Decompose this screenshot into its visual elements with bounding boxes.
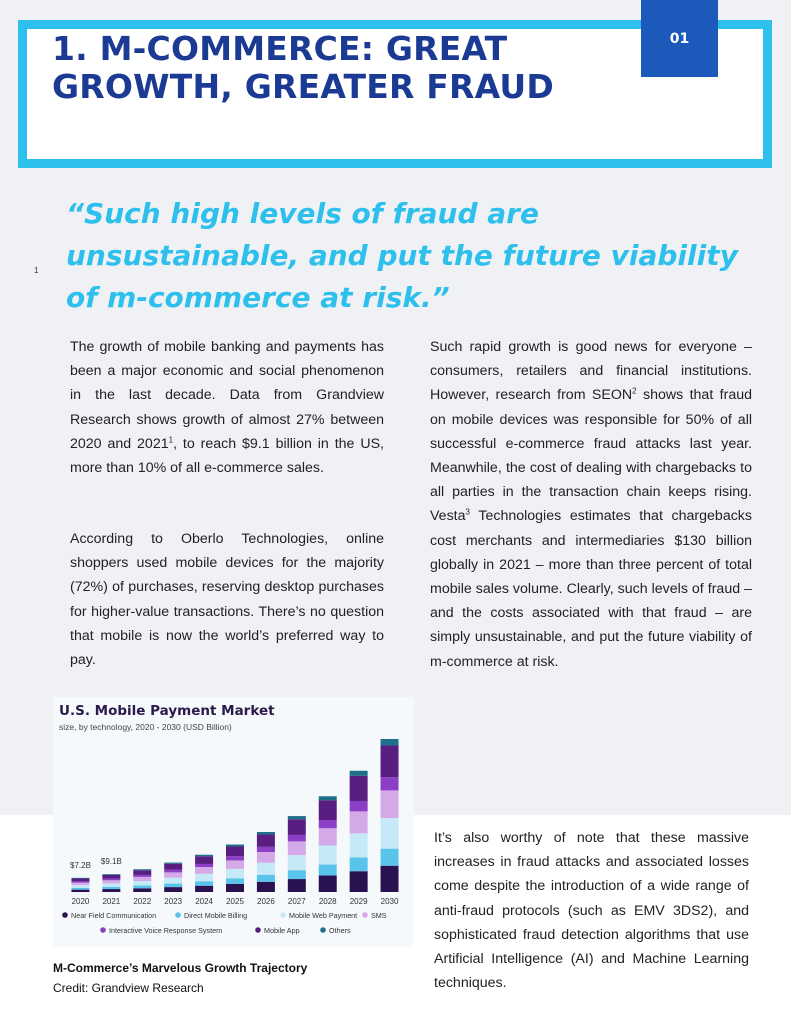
legend-label: Mobile Web Payment: [289, 911, 358, 920]
chart-title: U.S. Mobile Payment Market: [59, 703, 275, 719]
bar-segment: [288, 835, 306, 841]
legend-label: Near Field Communication: [71, 911, 157, 920]
bar-segment: [195, 867, 213, 874]
bar-segment: [71, 883, 89, 886]
bar-segment: [381, 818, 399, 849]
bar-segment: [257, 875, 275, 882]
bar-segment: [350, 776, 368, 801]
bar-segment: [226, 878, 244, 884]
bar-segment: [257, 882, 275, 892]
bar-segment: [288, 841, 306, 855]
bar-segment: [195, 864, 213, 867]
bar-segment: [71, 878, 89, 881]
x-tick-label: 2030: [380, 897, 399, 906]
page-title: 1. M-COMMERCE: GREAT GROWTH, GREATER FRAUD: [52, 29, 554, 106]
bar-segment: [195, 881, 213, 886]
bar-segment: [71, 881, 89, 882]
x-tick-label: 2021: [102, 897, 121, 906]
bar-segment: [288, 855, 306, 870]
chart-canvas: [53, 697, 414, 947]
bar-segment: [226, 856, 244, 860]
bar-segment: [102, 889, 120, 892]
bar-segment: [133, 881, 151, 886]
paragraph-anti-fraud: It’s also worthy of note that these massive increases in fraud attacks and associated losses come despite the introduction of a wide range of anti-fraud protocols (such as EMV 3DS2), and sophisticated fraud detection algorithms that use Artificial Intelligence (AI) and Machine Learning techniques.: [434, 830, 749, 992]
page-number-badge: 01: [641, 0, 718, 77]
bar-segment: [381, 777, 399, 790]
legend-swatch: [255, 927, 261, 933]
mobile-payment-chart: [53, 697, 414, 947]
bar-segment: [381, 745, 399, 777]
bar-segment: [102, 887, 120, 889]
legend-swatch: [100, 927, 106, 933]
data-label: $9.1B: [100, 857, 122, 867]
legend-swatch: [362, 912, 368, 918]
bar-segment: [102, 883, 120, 887]
bar-segment: [71, 890, 89, 892]
bar-segment: [257, 835, 275, 847]
bar-segment: [133, 888, 151, 892]
bar-segment: [133, 875, 151, 877]
bar-segment: [319, 846, 337, 865]
bar-segment: [350, 871, 368, 892]
bar-segment: [133, 877, 151, 881]
bar-segment: [288, 870, 306, 879]
legend-label: Others: [329, 926, 351, 935]
bar-segment: [381, 739, 399, 745]
chart-subtitle: size, by technology, 2020 - 2030 (USD Billion): [59, 722, 232, 732]
bar-segment: [350, 811, 368, 833]
bar-segment: [257, 847, 275, 852]
bar-segment: [195, 855, 213, 857]
data-label: $7.2B: [70, 860, 91, 870]
bar-segment: [164, 884, 182, 888]
legend-label: SMS: [371, 911, 387, 920]
x-tick-label: 2020: [71, 897, 90, 906]
x-tick-label: 2023: [164, 897, 183, 906]
bar-segment: [102, 874, 120, 875]
bar-segment: [319, 865, 337, 876]
bar-segment: [381, 790, 399, 818]
bar-segment: [195, 856, 213, 864]
bar-segment: [319, 820, 337, 828]
x-tick-label: 2029: [349, 897, 368, 906]
bar-segment: [71, 885, 89, 888]
bar-segment: [226, 884, 244, 892]
legend-label: Direct Mobile Billing: [184, 911, 248, 920]
legend-label: Interactive Voice Response System: [109, 926, 223, 935]
bar-segment: [102, 880, 120, 883]
x-tick-label: 2022: [133, 897, 152, 906]
bar-segment: [381, 849, 399, 866]
bar-segment: [195, 886, 213, 892]
bar-segment: [71, 878, 89, 879]
bar-segment: [381, 866, 399, 892]
pull-quote: “Such high levels of fraud are unsustainable, and put the future viability of m-commerce at risk.”: [66, 197, 738, 314]
bar-segment: [164, 878, 182, 884]
footnote-ref: 1: [168, 435, 174, 445]
x-tick-label: 2024: [195, 897, 213, 906]
bar-segment: [319, 876, 337, 892]
bar-segment: [164, 870, 182, 873]
x-tick-label: 2027: [287, 897, 306, 906]
bar-segment: [319, 800, 337, 820]
bar-segment: [133, 870, 151, 875]
bar-segment: [164, 887, 182, 892]
bar-segment: [102, 875, 120, 879]
bar-segment: [71, 888, 89, 890]
paragraph-mobile-growth: The growth of mobile banking and payments has been a major economic and social phenomenon in the last decade. Data from Grandview Research shows growth of almost 27% between 2020 and 2021$^1$, to reach $9.1 billion in the US, more than 10% of all e-commerce sales.: [70, 339, 384, 477]
bar-segment: [226, 860, 244, 868]
bar-segment: [319, 828, 337, 845]
legend-swatch: [280, 912, 286, 918]
paragraph-fraud-growth: Such rapid growth is good news for everyone – consumers, retailers and financial institutions. However, research from SEON$^2$ shows that fraud on mobile devices was responsible for 50% of all successful e-commerce fraud attacks last year. Meanwhile, the cost of dealing with chargebacks to all parties in the transaction chain keeps rising. Vesta$^3$ Technologies estimates that chargebacks cost merchants and intermediaries $130 billion globally in 2021 – more than three percent of total mobile sales volume. Clearly, such levels of fraud – and the costs associated with that fraud – are simply unsustainable, and put the future viability of m-commerce at risk.: [430, 339, 752, 670]
bar-segment: [164, 872, 182, 877]
bar-segment: [195, 874, 213, 881]
bar-segment: [257, 852, 275, 863]
bar-segment: [102, 879, 120, 881]
bar-segment: [164, 864, 182, 870]
figure-credit: Credit: Grandview Research: [53, 981, 204, 995]
bar-segment: [133, 886, 151, 889]
footnote-ref: 2: [632, 386, 637, 396]
bar-segment: [133, 869, 151, 870]
bar-segment: [226, 869, 244, 878]
bar-segment: [350, 801, 368, 811]
x-tick-label: 2026: [257, 897, 275, 906]
footnote-ref: 3: [465, 507, 470, 517]
legend-swatch: [62, 912, 68, 918]
figure-caption: M-Commerce’s Marvelous Growth Trajectory: [53, 961, 308, 975]
paragraph-oberlo: According to Oberlo Technologies, online shoppers used mobile devices for the majority (72%) of purchases, reserving desktop purchases for higher-value transactions. There’s no question that mobile is now the world’s preferred way to pay.: [70, 531, 384, 669]
legend-swatch: [175, 912, 181, 918]
bar-segment: [257, 832, 275, 835]
legend-label: Mobile App: [264, 926, 300, 935]
x-tick-label: 2025: [226, 897, 244, 906]
legend-swatch: [320, 927, 326, 933]
x-tick-label: 2028: [318, 897, 337, 906]
bar-segment: [226, 846, 244, 856]
footnote-marker: 1: [34, 266, 39, 275]
bar-segment: [350, 771, 368, 776]
bar-segment: [226, 845, 244, 847]
bar-segment: [350, 857, 368, 871]
bar-segment: [319, 796, 337, 800]
bar-segment: [350, 833, 368, 857]
bar-segment: [288, 816, 306, 819]
bar-segment: [164, 863, 182, 864]
bar-segment: [288, 819, 306, 835]
bar-segment: [288, 879, 306, 892]
bar-segment: [257, 863, 275, 875]
